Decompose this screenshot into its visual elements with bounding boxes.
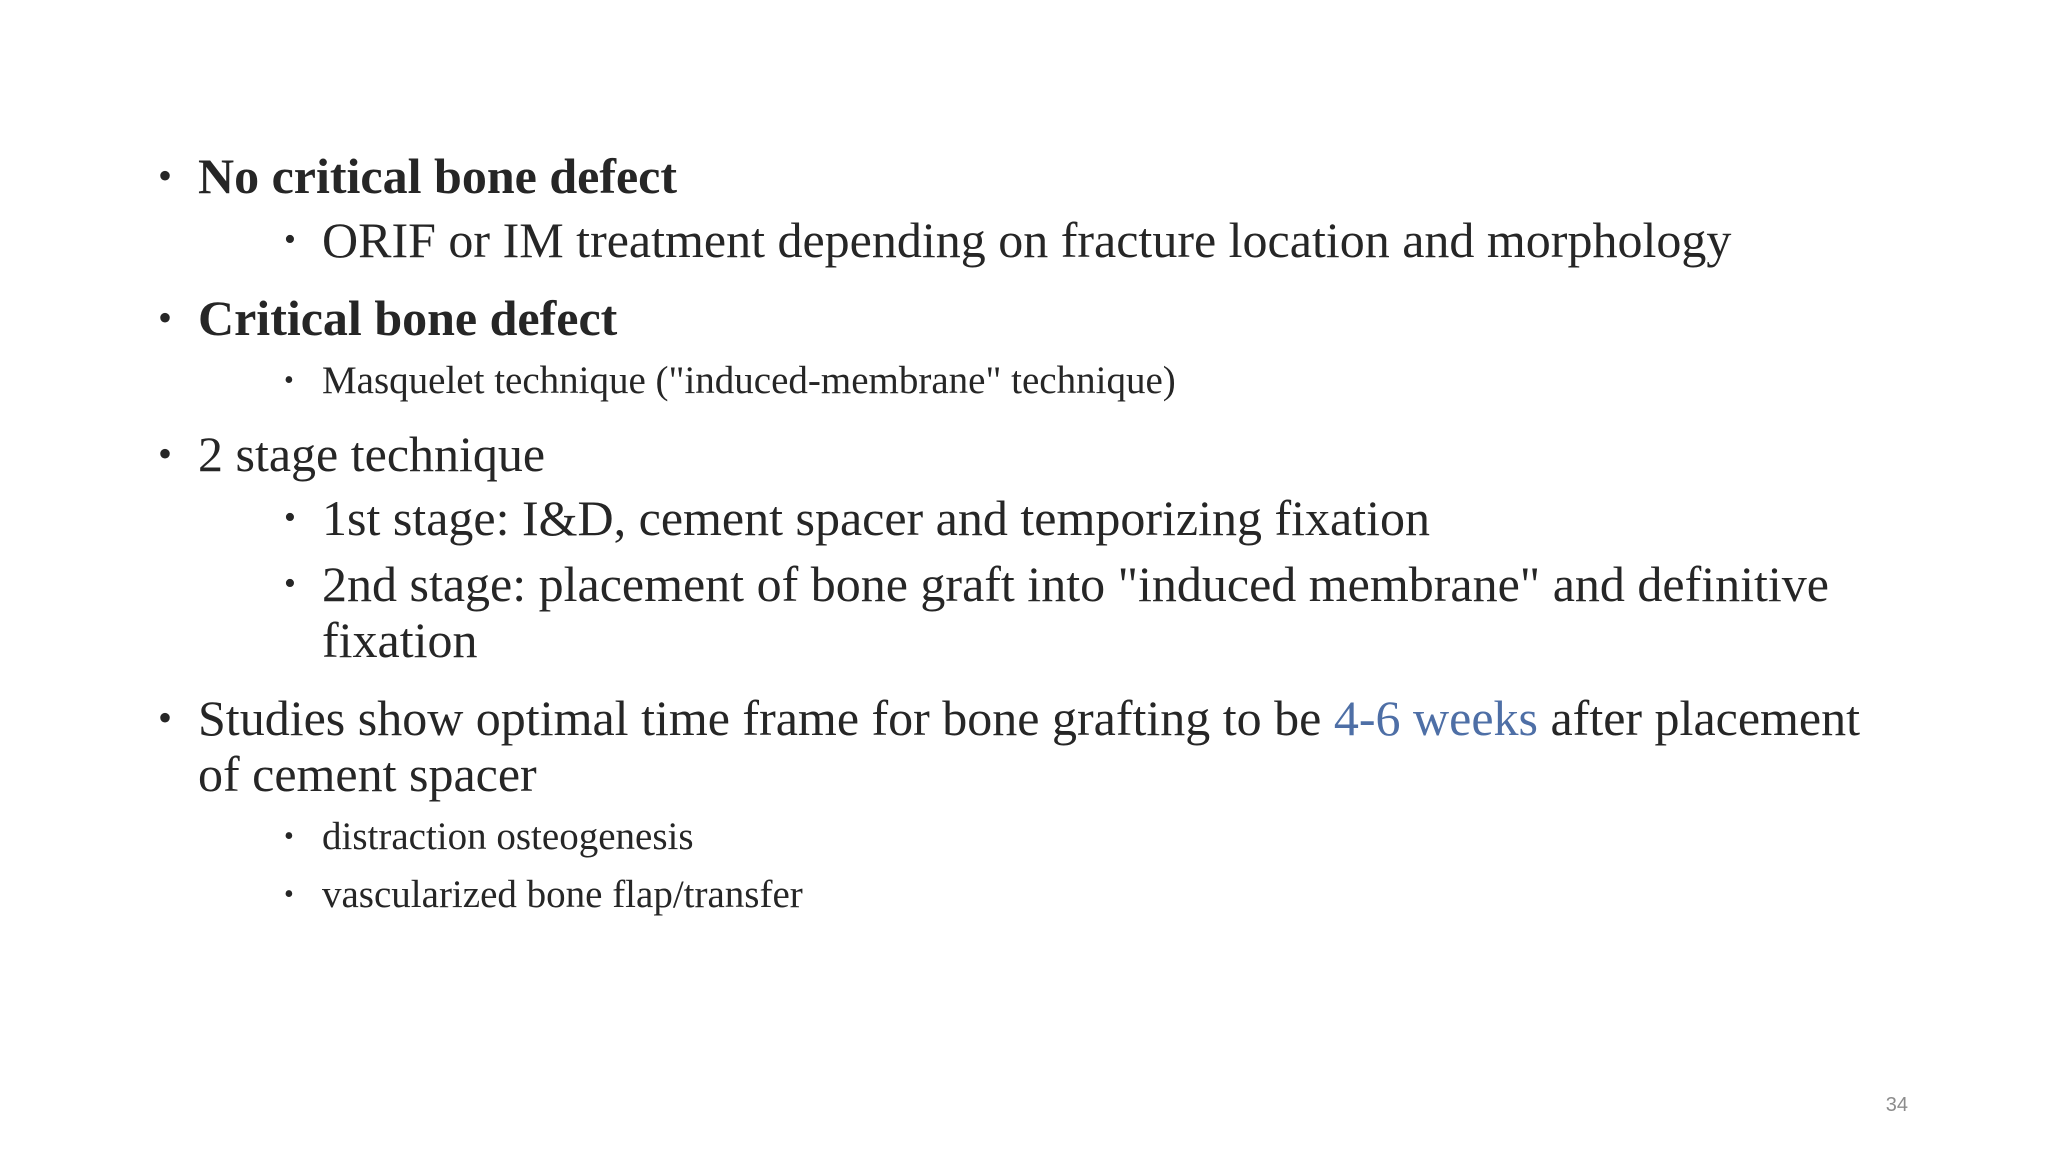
sub-bullet-item xyxy=(198,814,1890,860)
page-number: 34 xyxy=(1885,1094,1908,1116)
sub-bullet-text: distraction osteogenesis xyxy=(322,815,694,858)
bullet-text xyxy=(198,690,1860,802)
sub-bullet-item xyxy=(198,490,1890,546)
bullet-marker: • xyxy=(158,153,173,198)
sub-bullet-list xyxy=(198,490,1890,668)
sub-bullet-text: 2nd stage: placement of bone graft into "induced membrane" and definitive fixation xyxy=(322,556,1829,668)
sub-bullet-item xyxy=(198,212,1890,268)
bullet-item xyxy=(150,148,1890,268)
bullet-marker: • xyxy=(284,565,296,602)
bullet-marker: • xyxy=(284,499,296,536)
highlight-duration: 4-6 weeks xyxy=(1333,690,1538,746)
sub-bullet-list xyxy=(198,358,1890,404)
bullet-text-after: after placement of cement spacer xyxy=(198,690,1861,802)
sub-bullet-list xyxy=(198,814,1890,918)
sub-bullet-text: 1st stage: I&D, cement spacer and temporizing fixation xyxy=(322,490,1430,546)
bullet-text: 2 stage technique xyxy=(198,426,546,482)
sub-bullet-text: Masquelet technique ("induced-membrane" technique) xyxy=(322,359,1176,402)
sub-bullet-text: vascularized bone flap/transfer xyxy=(322,873,803,916)
sub-bullet-text: ORIF or IM treatment depending on fracture location and morphology xyxy=(322,212,1732,268)
bullet-text-before: Studies show optimal time frame for bone grafting to be xyxy=(198,690,1334,746)
sub-bullet-list xyxy=(198,212,1890,268)
bullet-item xyxy=(150,426,1890,668)
bullet-marker: • xyxy=(284,879,294,910)
slide-content xyxy=(150,148,1890,918)
bullet-text: Critical bone defect xyxy=(198,290,618,346)
sub-bullet-item xyxy=(198,556,1890,668)
bullet-marker: • xyxy=(158,295,173,340)
bullet-item xyxy=(150,290,1890,404)
sub-bullet-item xyxy=(198,358,1890,404)
bullet-list xyxy=(150,148,1890,918)
sub-bullet-item xyxy=(198,872,1890,918)
bullet-marker: • xyxy=(158,431,173,476)
bullet-text: No critical bone defect xyxy=(198,148,678,204)
bullet-marker: • xyxy=(284,365,294,396)
bullet-marker: • xyxy=(284,821,294,852)
bullet-item xyxy=(150,690,1890,918)
bullet-marker: • xyxy=(284,221,296,258)
bullet-marker: • xyxy=(158,695,173,740)
